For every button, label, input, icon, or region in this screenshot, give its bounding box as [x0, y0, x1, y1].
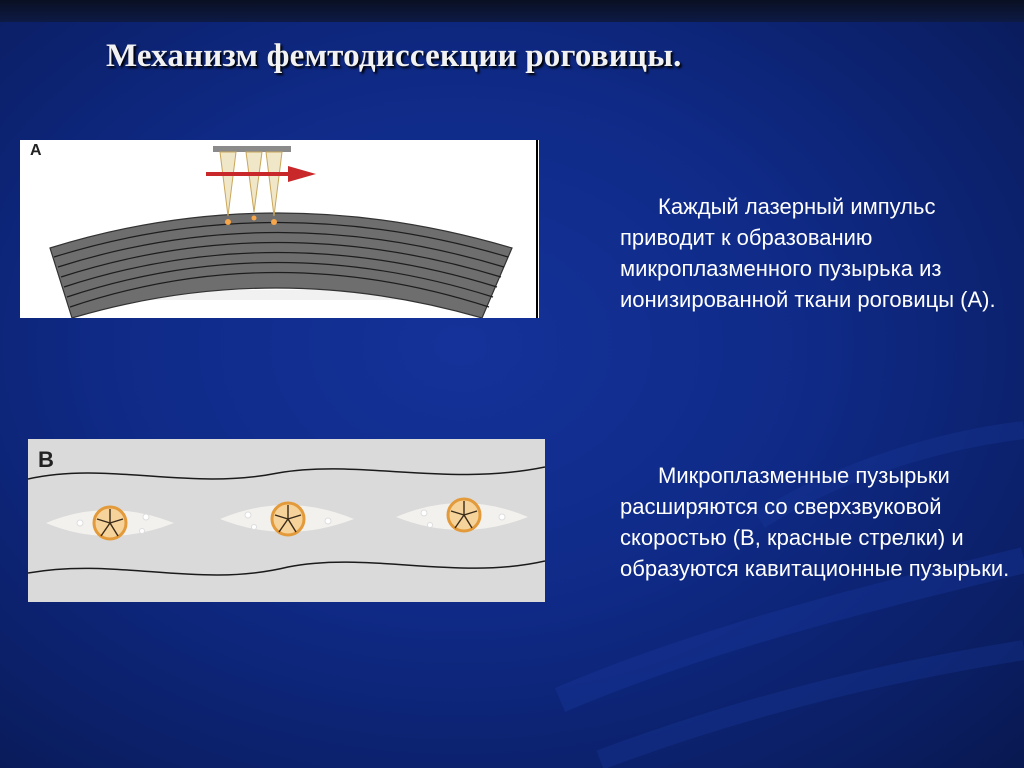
figure-b-label: B — [38, 447, 54, 472]
cornea-cross-section-diagram — [20, 140, 539, 318]
microplasma-bubbles-diagram — [28, 439, 545, 602]
description-paragraph-1 — [620, 191, 1015, 315]
figure-a-label: A — [30, 142, 42, 159]
top-bar — [0, 0, 1024, 22]
microplasma-bubble-1 — [46, 507, 174, 539]
microplasma-bubble-2 — [220, 503, 354, 535]
figure-b — [28, 439, 545, 602]
description-paragraph-1-text: Каждый лазерный импульс приводит к образованию микроплазменного пузырька из ионизированной ткани роговицы (А). — [620, 194, 996, 312]
description-paragraph-2-text: Микроплазменные пузырьки расширяются со сверхзвуковой скоростью (В, красные стрелки) и образуются кавитационные пузырьки. — [620, 463, 1010, 581]
slide-title: Механизм фемтодиссекции роговицы. — [106, 38, 682, 74]
description-paragraph-2 — [620, 460, 1020, 584]
microplasma-bubble-3 — [396, 499, 528, 531]
figure-a — [20, 140, 539, 318]
